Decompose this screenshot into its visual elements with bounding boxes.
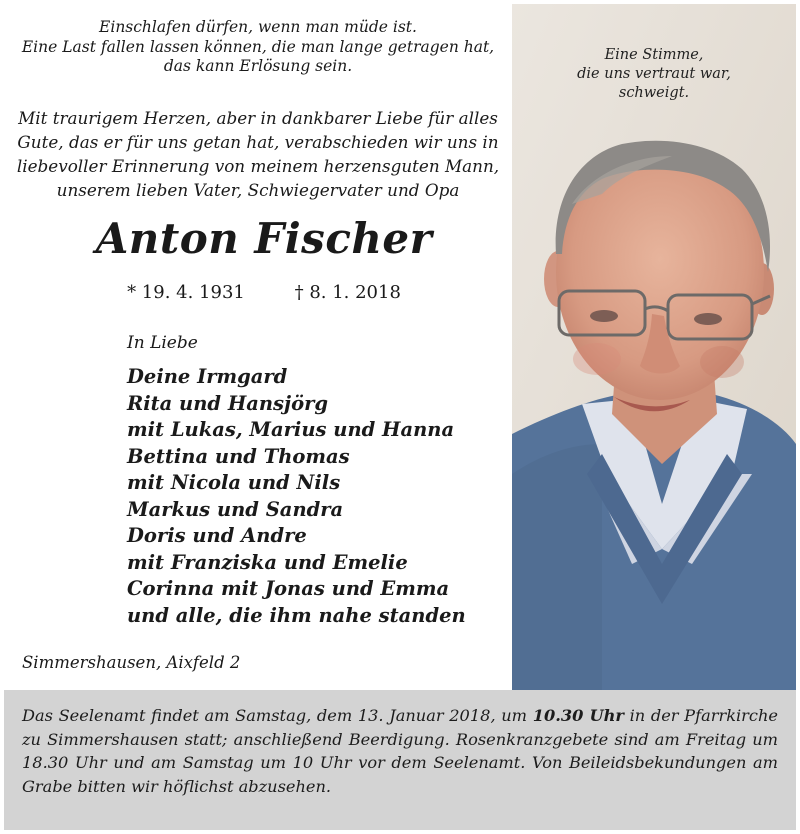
service-notice [22, 704, 778, 798]
quote-line: die uns vertraut war, [577, 66, 731, 82]
intro-line: Gute, das er für uns getan hat, verabschieden wir uns in [17, 132, 499, 152]
birth-date: * 19. 4. 1931 [127, 282, 245, 303]
mourners-list [127, 364, 466, 629]
mourner-line: Markus und Sandra [127, 497, 344, 521]
intro-line: unserem lieben Vater, Schwiegervater und Opa [56, 180, 460, 200]
mourner-line: mit Nicola und Nils [127, 471, 341, 494]
poem-line: Einschlafen dürfen, wenn man müde ist. [99, 18, 417, 36]
quote-line: Eine Stimme, [604, 47, 704, 63]
intro-line: Mit traurigem Herzen, aber in dankbarer Liebe für alles [18, 108, 498, 128]
quote [512, 46, 796, 103]
mourner-line: Deine Irmgard [127, 365, 288, 388]
intro-text [4, 106, 512, 202]
portrait-illustration [512, 4, 796, 690]
poem [4, 18, 512, 77]
life-dates [4, 280, 524, 306]
notice-text-before: Das Seelenamt findet am Samstag, dem 13. Januar 2018, um [22, 706, 533, 725]
mourner-line: mit Lukas, Marius und Hanna [127, 418, 455, 441]
deceased-name: Anton Fischer [95, 214, 433, 263]
mourner-line: mit Franziska und Emelie [127, 550, 408, 574]
text-column [4, 4, 512, 690]
quote-line: schweigt. [618, 85, 690, 101]
mourner-line: Doris und Andre [127, 524, 307, 547]
service-time: 10.30 Uhr [532, 706, 624, 725]
poem-line: das kann Erlösung sein. [163, 57, 353, 75]
mourner-line: Corinna mit Jonas und Emma [127, 577, 450, 600]
mourners-heading: In Liebe [127, 333, 198, 353]
portrait-photo [512, 4, 796, 690]
notice-text-after: in der Pfarrkirche zu Simmershausen statt; anschließend Beerdigung. Rosenkranzgebete sind am Freitag um 18.30 Uhr und am Samstag um 10 Uhr vor dem Seelenamt. Von Beileidsbekundungen am Grabe bitten wir höflichst abzusehen. [22, 706, 778, 796]
obituary-card [4, 4, 796, 830]
poem-line: Eine Last fallen lassen können, die man lange getragen hat, [21, 37, 495, 56]
address: Simmershausen, Aixfeld 2 [22, 653, 241, 672]
mourner-line: Bettina und Thomas [127, 444, 350, 468]
death-date: † 8. 1. 2018 [294, 282, 401, 303]
service-notice-panel [4, 690, 796, 830]
mourner-line: Rita und Hansjörg [127, 391, 329, 415]
intro-line: liebevoller Erinnerung von meinem herzensguten Mann, [16, 156, 500, 176]
mourner-line: und alle, die ihm nahe standen [127, 603, 466, 627]
